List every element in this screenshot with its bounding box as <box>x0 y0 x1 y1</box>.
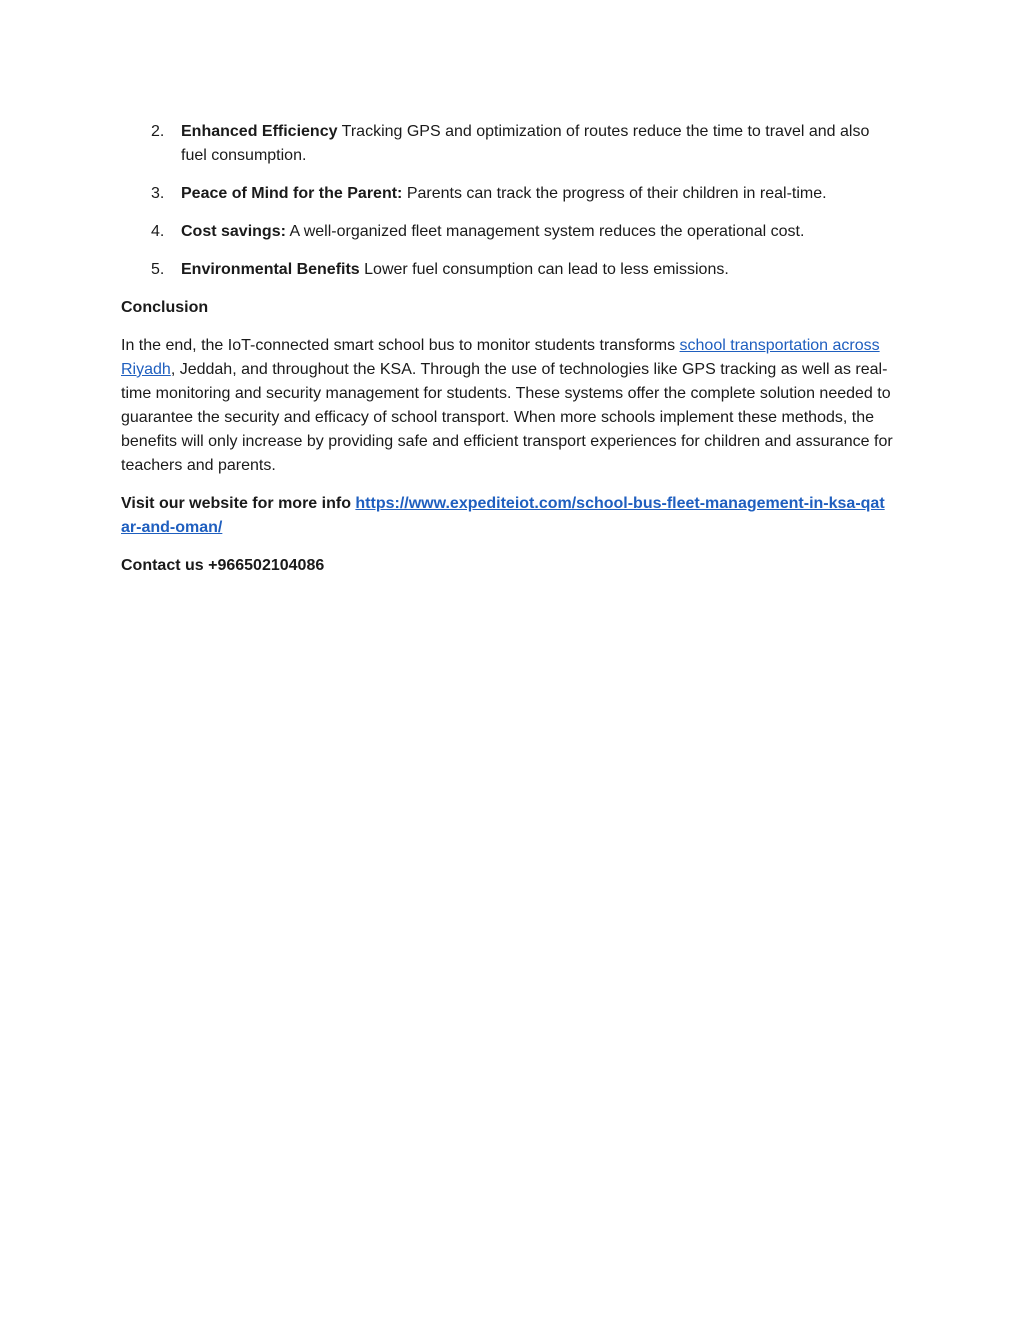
document-content <box>121 120 893 592</box>
conclusion-heading: Conclusion <box>121 299 209 316</box>
list-number: 3. <box>151 185 165 202</box>
list-item-text: A well-organized fleet management system reduces the operational cost. <box>285 223 805 240</box>
website-line <box>121 492 893 540</box>
list-item-title: Peace of Mind for the Parent: <box>181 185 403 202</box>
list-item-text: Parents can track the progress of their children in real-time. <box>402 185 827 202</box>
list-item-title: Environmental Benefits <box>181 261 360 278</box>
benefits-list <box>121 120 893 282</box>
conclusion-text-end: , Jeddah, and throughout the KSA. Through the use of technologies like GPS tracking as well as real-time monitoring and security management for students. These systems offer the complete solution needed to guarantee the security and efficacy of school transport. When more schools implement these methods, the benefits will only increase by providing safe and efficient transport experiences for children and assurance for teachers and parents. <box>121 361 893 474</box>
list-item <box>121 120 893 168</box>
list-number: 4. <box>151 223 165 240</box>
contact-line: Contact us +966502104086 <box>121 557 325 574</box>
list-item <box>121 182 893 206</box>
school-transportation-link[interactable]: school transportation across Riyadh <box>121 337 880 378</box>
list-item <box>121 258 893 282</box>
website-link[interactable]: https://www.expediteiot.com/school-bus-fleet-management-in-ksa-qatar-and-oman/ <box>121 495 885 536</box>
list-item <box>121 220 893 244</box>
website-label: Visit our website for more info <box>121 495 356 512</box>
list-item-title: Cost savings: <box>181 223 286 240</box>
conclusion-text-start: In the end, the IoT-connected smart school bus to monitor students transforms <box>121 337 680 354</box>
conclusion-paragraph <box>121 334 893 478</box>
list-item-text: Lower fuel consumption can lead to less emissions. <box>359 261 729 278</box>
list-number: 2. <box>151 123 165 140</box>
list-item-text: Tracking GPS and optimization of routes reduce the time to travel and also fuel consumption. <box>181 123 870 164</box>
list-number: 5. <box>151 261 165 278</box>
list-item-title: Enhanced Efficiency <box>181 123 338 140</box>
